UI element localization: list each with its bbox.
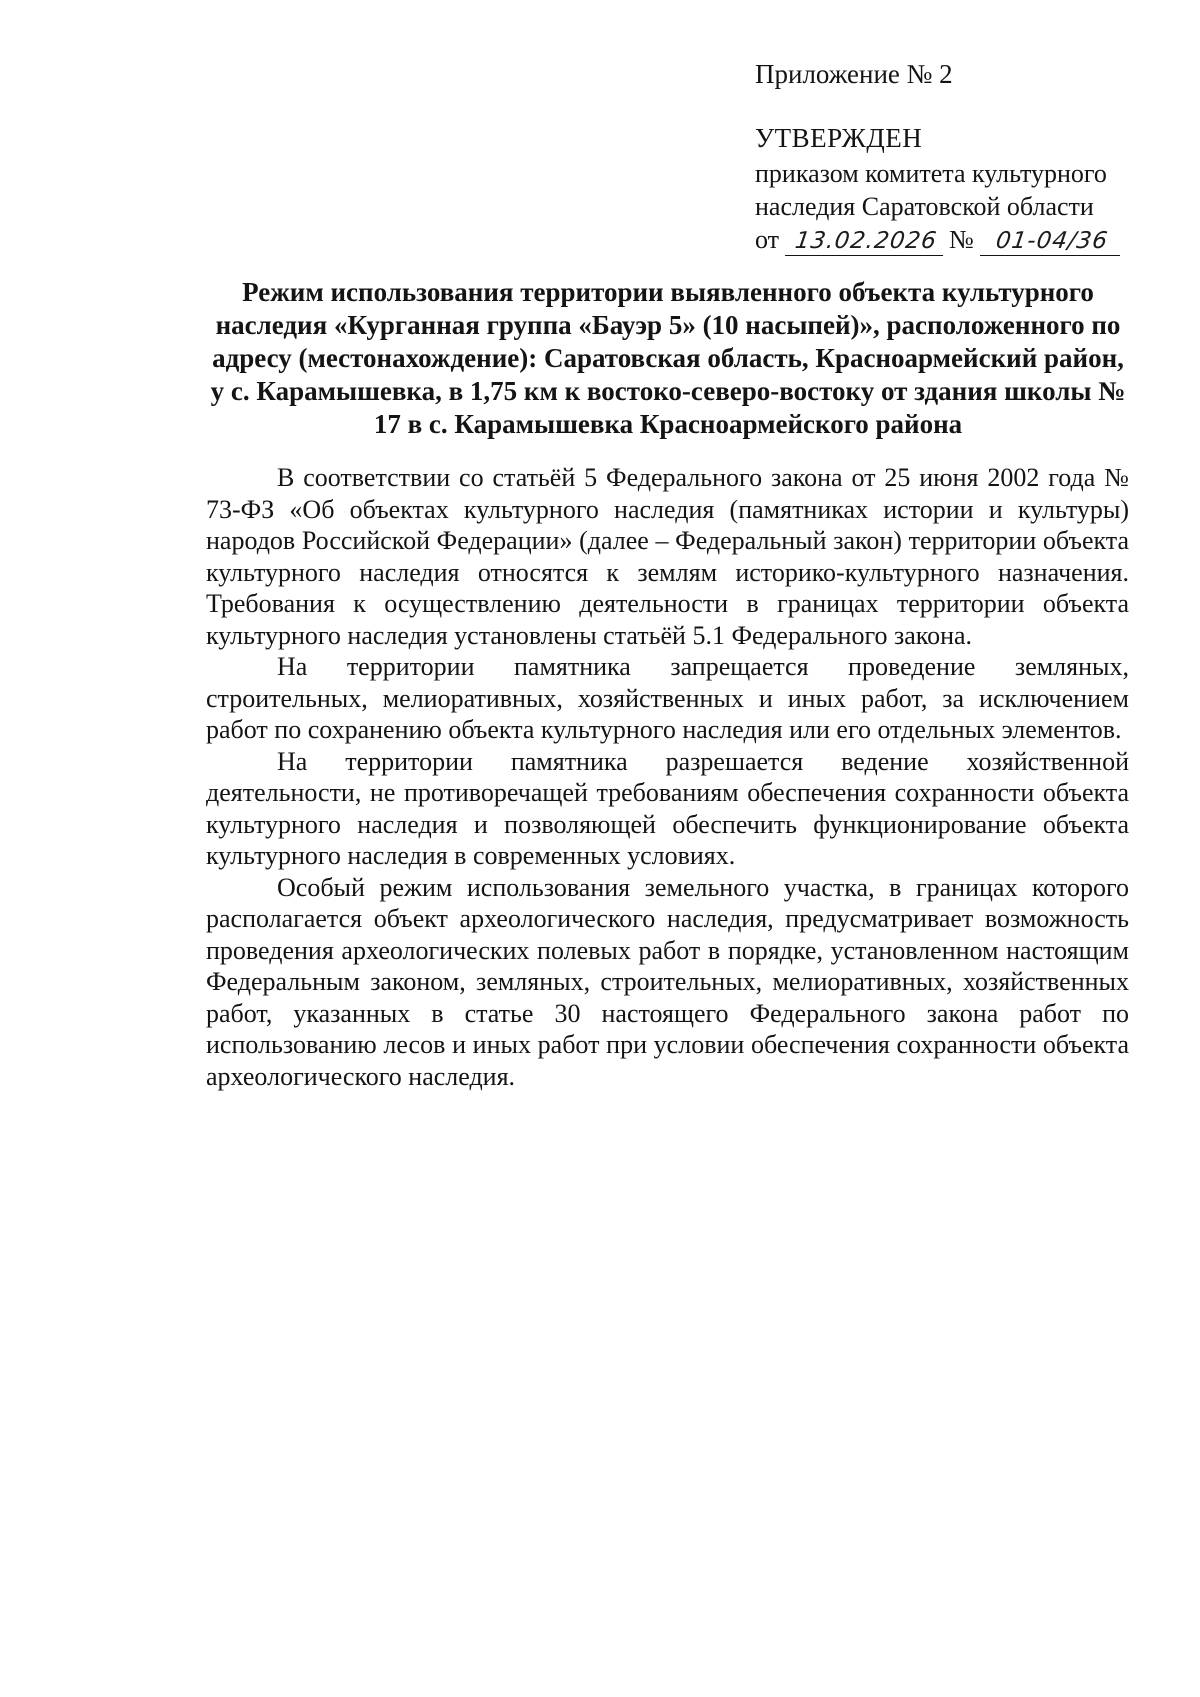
- approved-title: УТВЕРЖДЕН: [755, 123, 923, 153]
- paragraph-4: Особый режим использования земельного участка, в границах которого располагается объект археологического наследия, предусматривает возможность проведения археологических полевых работ в порядке, установленном настоящим Федеральным законом, земляных, строительных, мелиоративных, хозяйственных работ, указанных в статье 30 настоящего Федерального закона работ по использованию лесов и иных работ при условии обеспечения сохранности объекта археологического наследия.: [206, 872, 1129, 1091]
- date-prefix: от: [755, 225, 780, 254]
- number-sign: №: [949, 225, 974, 254]
- approved-by-line-2: наследия Саратовской области: [755, 192, 1094, 221]
- approved-by-line-1: приказом комитета культурного: [755, 159, 1107, 188]
- handwritten-order-date: 13.02.2026: [785, 227, 947, 256]
- handwritten-order-number: 01-04/36: [980, 227, 1124, 256]
- order-date-line: [755, 223, 1122, 256]
- paragraph-1: В соответствии со статьёй 5 Федерального закона от 25 июня 2002 года № 73-ФЗ «Об объектах культурного наследия (памятниках истории и культуры) народов Российской Федерации» (далее – Федеральный закон) территории объекта культурного наследия относятся к землям историко-культурного назначения. Требования к осуществлению деятельности в границах территории объекта культурного наследия установлены статьёй 5.1 Федерального закона.: [206, 463, 1129, 650]
- appendix-label: Приложение № 2: [755, 59, 953, 89]
- approval-block: [755, 122, 1122, 256]
- document-body: [206, 462, 1129, 1092]
- paragraph-3: На территории памятника разрешается ведение хозяйственной деятельности, не противоречащей требованиям обеспечения сохранности объекта культурного наследия и позволяющей обеспечить функционирование объекта культурного наследия в современных условиях.: [206, 746, 1129, 870]
- paragraph-2: На территории памятника запрещается проведение земляных, строительных, мелиоративных, хозяйственных и иных работ, за исключением работ по сохранению объекта культурного наследия или его отдельных элементов.: [206, 652, 1129, 744]
- document-title: Режим использования территории выявленного объекта культурного наследия «Курганная группа «Бауэр 5» (10 насыпей)», расположенного по адресу (местонахождение): Саратовская область, Красноармейский район, у с. Карамышевка, в 1,75 км к востоко-северо-востоку от здания школы № 17 в с. Карамышевка Красноармейского района: [210, 277, 1126, 439]
